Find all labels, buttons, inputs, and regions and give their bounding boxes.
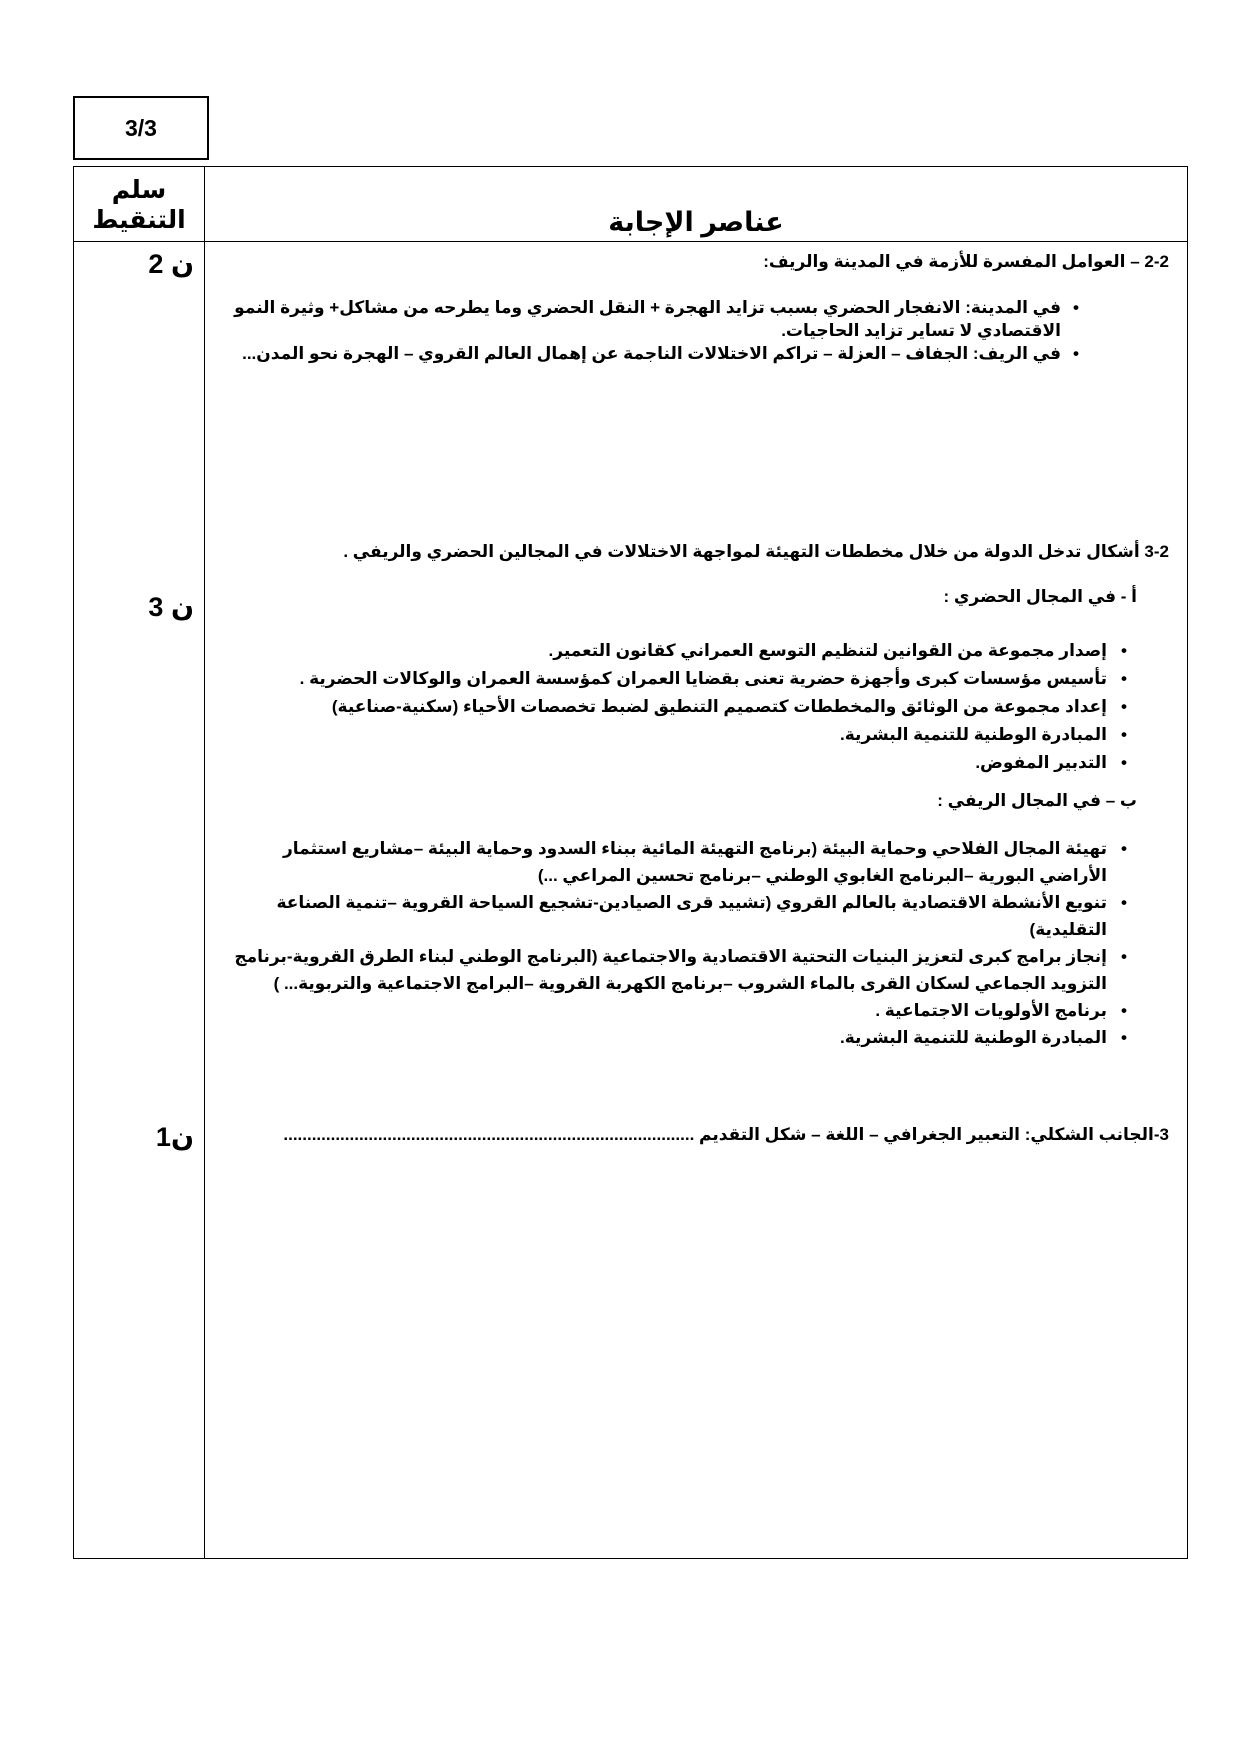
- list-item: • في المدينة: الانفجار الحضري بسبب تزايد الهجرة + النقل الحضري وما يطرحه من مشاكل+ وثيرة النمو الاقتصادي لا تساير تزايد الحاجيات.: [224, 296, 1079, 342]
- q22-title: 2-2 – العوامل المفسرة للأزمة في المدينة والريف:: [763, 252, 1169, 271]
- list-item: • برنامج الأولويات الاجتماعية .: [224, 997, 1137, 1024]
- score-q22: 2 ن: [148, 249, 194, 279]
- rural-heading: ب – في المجال الريفي :: [937, 791, 1137, 810]
- q22-list: [224, 296, 1169, 365]
- list-item: • تهيئة المجال الفلاحي وحماية البيئة (برنامج التهيئة المائية ببناء السدود وحماية البيئة –مشاريع استثمار الأراضي البورية –البرنامج الغابوي الوطني –برنامج تحسين المراعي ...): [224, 835, 1137, 889]
- list-item: • التدبير المفوض.: [224, 749, 1137, 777]
- urban-heading: أ - في المجال الحضري :: [943, 587, 1137, 606]
- section-q22: [224, 248, 1169, 365]
- section-q3: [206, 1121, 1169, 1149]
- page-number-box: [73, 96, 209, 160]
- column-divider: [204, 167, 205, 1558]
- list-item: • تأسيس مؤسسات كبرى وأجهزة حضرية تعنى بقضايا العمران كمؤسسة العمران والوكالات الحضرية .: [224, 665, 1137, 693]
- q32-title: 3-2 أشكال تدخل الدولة من خلال مخططات التهيئة لمواجهة الاختلالات في المجالين الحضري والريفي .: [343, 542, 1169, 561]
- list-item: • تنويع الأنشطة الاقتصادية بالعالم القروي (تشييد قرى الصيادين-تشجيع السياحة القروية –تنمية الصناعة التقليدية): [224, 889, 1137, 943]
- rural-list: [224, 835, 1169, 1051]
- score-column-header: سلم التنقيط: [92, 176, 186, 234]
- page-number: 3/3: [125, 114, 157, 141]
- list-item: • المبادرة الوطنية للتنمية البشرية.: [224, 1024, 1137, 1051]
- header-divider: [74, 241, 1187, 242]
- list-item: • إنجاز برامج كبرى لتعزيز البنيات التحتية الاقتصادية والاجتماعية (البرنامج الوطني لبناء الطرق القروية-برنامج التزويد الجماعي لسكان القرى بالماء الشروب –برنامج الكهربة القروية –البرامج الاجتماعية والتربوية... ): [224, 943, 1137, 997]
- elements-column-header: عناصر الإجابة: [608, 207, 784, 237]
- list-item: • في الريف: الجفاف – العزلة – تراكم الاختلالات الناجمة عن إهمال العالم القروي – الهجرة نحو المدن...: [224, 342, 1079, 365]
- urban-list: [224, 637, 1169, 777]
- score-q3: 1ن: [155, 1122, 194, 1152]
- score-q32: 3 ن: [148, 592, 194, 622]
- list-item: • إعداد مجموعة من الوثائق والمخططات كتصميم التنطيق لضبط تخصصات الأحياء (سكنية-صناعية): [224, 693, 1137, 721]
- list-item: • إصدار مجموعة من القوانين لتنظيم التوسع العمراني كقانون التعمير.: [224, 637, 1137, 665]
- list-item: • المبادرة الوطنية للتنمية البشرية.: [224, 721, 1137, 749]
- section-q32: [224, 538, 1169, 1051]
- q3-text: 3-الجانب الشكلي: التعبير الجغرافي – اللغة – شكل التقديم .......................................................................................: [283, 1125, 1169, 1144]
- answer-table: [73, 166, 1188, 1559]
